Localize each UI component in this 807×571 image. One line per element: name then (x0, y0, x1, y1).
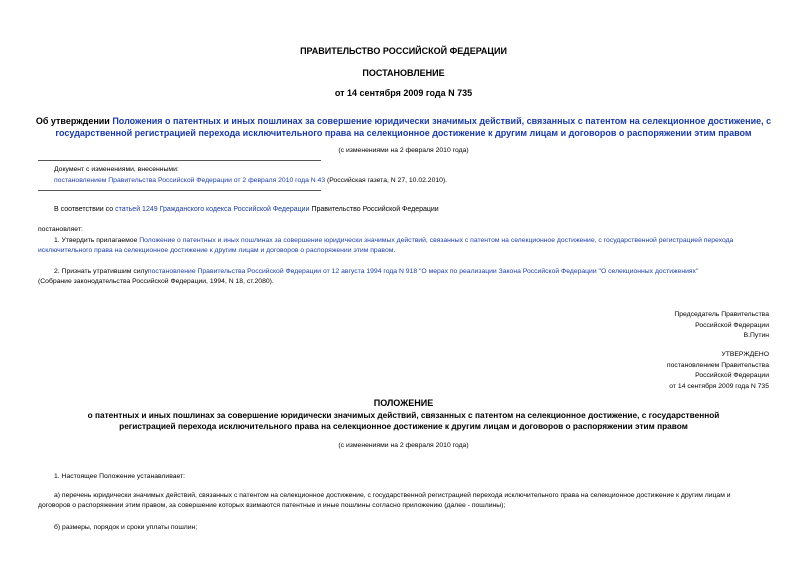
item2-line2: (Собрание законодательства Российской Федерации, 1994, N 18, ст.2080). (38, 278, 274, 285)
regulation-p1: 1. Настоящее Положение устанавливает: (54, 473, 186, 480)
regulation-pb: б) размеры, порядок и сроки уплаты пошлин; (54, 524, 198, 531)
divider-bottom (38, 190, 321, 191)
item2-link[interactable]: постановление Правительства Российской Федерации от 12 августа 1994 года N 918 "О мерах по реализации Закона Российской Федерации "О селекционных достижениях" (147, 268, 699, 275)
signature-name: В.Путин (743, 332, 769, 339)
document-date-number: от 14 сентября 2009 года N 735 (334, 88, 473, 98)
regulation-pa (38, 491, 769, 511)
preamble-link[interactable]: статьей 1249 Гражданского кодекса Российской Федерации (115, 206, 310, 213)
preamble (54, 204, 439, 215)
divider-top (38, 160, 321, 161)
approved-organization: Российской Федерации (695, 372, 769, 379)
regulation-title (0, 410, 807, 432)
regulation-title-line1: о патентных и иных пошлинах за совершение юридически значимых действий, связанных с патентом на селекционное достижение, с государственной (87, 410, 720, 420)
approved-label: УТВЕРЖДЕНО (721, 351, 769, 358)
regulation-title-line2: регистрацией перехода исключительного права на селекционное достижение к другим лицам и договоров о распоряжении этим правом (119, 421, 688, 431)
changes-suffix: (Российская газета, N 27, 10.02.2010). (325, 177, 448, 184)
signature-position: Председатель Правительства (674, 311, 769, 318)
item1-suffix: . (393, 247, 396, 254)
changes-link[interactable]: постановлением Правительства Российской Федерации от 2 февраля 2010 года N 43 (54, 177, 326, 184)
changes-reference (54, 176, 447, 186)
government-heading: ПРАВИТЕЛЬСТВО РОССИЙСКОЙ ФЕДЕРАЦИИ (300, 46, 507, 56)
preamble-prefix: В соответствии со (54, 206, 116, 213)
regulation-heading: ПОЛОЖЕНИЕ (373, 398, 434, 408)
regulation-amendment-note: (с изменениями на 2 февраля 2010 года) (338, 442, 469, 449)
title-prefix: Об утверждении (35, 116, 113, 126)
item-2 (38, 267, 769, 287)
regulation-pa-line1: а) перечень юридически значимых действий, связанных с патентом на селекционное достижение, с государственной регистрацией перехода исключительного права на селекционное достижение к другим лицам и (54, 492, 731, 499)
item1-link-line2[interactable]: исключительного права на селекционное достижение к другим лицам и договоров о распоряжении этим правом (38, 247, 394, 254)
approved-date: от 14 сентября 2009 года N 735 (669, 382, 769, 390)
title-link-line1[interactable]: Положения о патентных и иных пошлинах за совершение юридически значимых действий, связанных с патентом на селекционное достижение, с (112, 116, 772, 126)
signature-block (674, 310, 769, 342)
regulation-pa-line2: договоров о распоряжении этим правом, за совершение которых взимаются патентные и иные пошлины согласно приложению (далее - пошлины); (38, 502, 506, 509)
item1-link-line1[interactable]: Положение о патентных и иных пошлинах за совершение юридически значимых действий, связанных с патентом на селекционное достижение, с государственной регистрацией перехода (139, 237, 734, 244)
preamble-suffix: Правительство Российской Федерации (309, 206, 439, 213)
title-link-line2[interactable]: государственной регистрацией перехода исключительного права на селекционное достижение к другим лицам и договоров о распоряжении этим правом (55, 128, 752, 138)
document-type: ПОСТАНОВЛЕНИЕ (362, 68, 445, 78)
amendment-note: (с изменениями на 2 февраля 2010 года) (338, 147, 469, 154)
resolves-text: постановляет: (38, 226, 83, 233)
approved-block (667, 350, 769, 392)
changes-label: Документ с изменениями, внесенными: (54, 166, 179, 173)
item2-prefix: 2. Признать утратившим силу (54, 268, 148, 275)
item-1 (38, 236, 769, 256)
signature-organization: Российской Федерации (695, 321, 769, 329)
item1-prefix: 1. Утвердить прилагаемое (54, 237, 140, 244)
approved-by: постановлением Правительства (666, 361, 769, 369)
document-title (0, 115, 807, 139)
